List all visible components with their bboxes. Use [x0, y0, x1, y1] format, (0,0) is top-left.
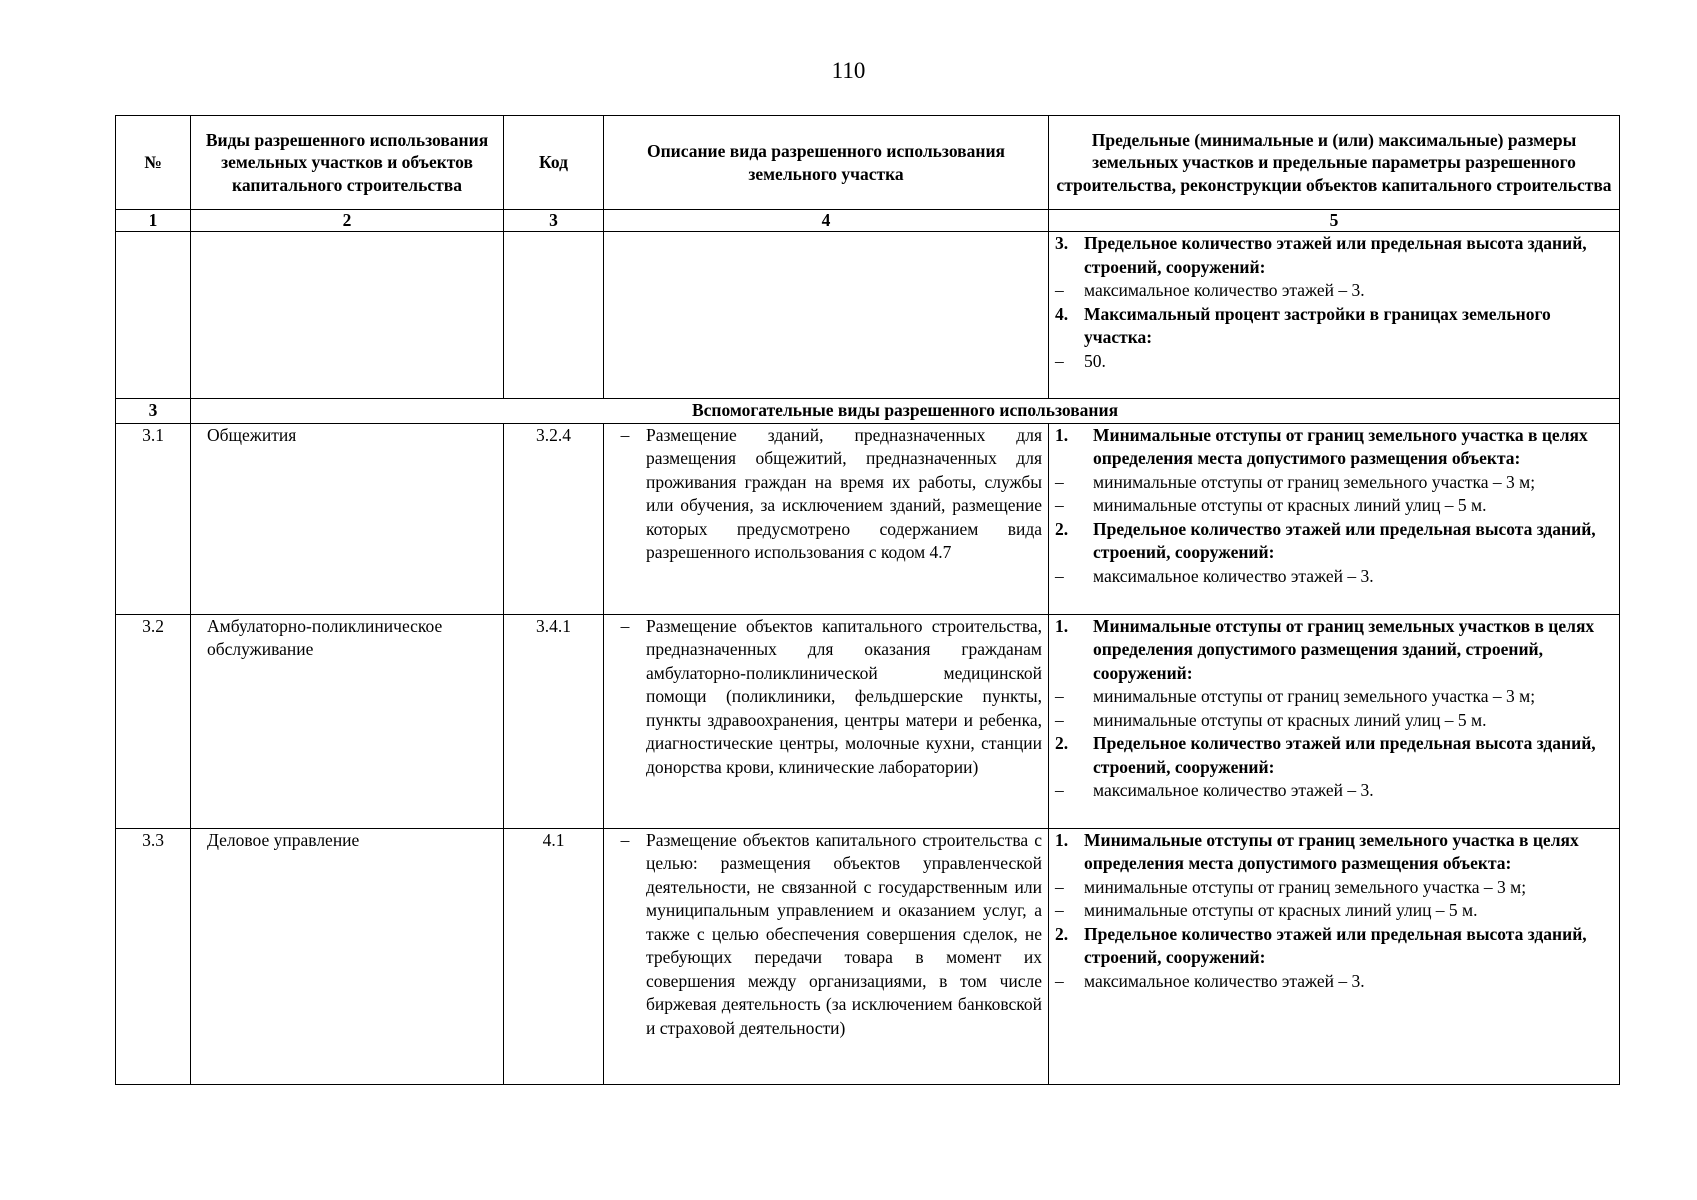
param-item — [1055, 709, 1613, 733]
param-text: минимальные отступы от границ земельного участка – 3 м; — [1093, 471, 1536, 492]
param-text: Минимальные отступы от границ земельных участков в целях определения допустимого размещения зданий, строений, сооружений: — [1093, 615, 1595, 683]
row-use-name: Деловое управление — [191, 828, 504, 1084]
param-text: максимальное количество этажей – 3. — [1093, 780, 1374, 800]
param-heading — [1055, 732, 1613, 779]
params-list — [1055, 829, 1613, 994]
header-code: Код — [504, 116, 604, 210]
param-marker: – — [1055, 565, 1064, 586]
param-text: минимальные отступы от границ земельного участка – 3 м; — [1084, 876, 1527, 897]
table-row — [116, 423, 1620, 614]
header-number: № — [116, 116, 191, 210]
param-marker: – — [1055, 709, 1064, 730]
column-number: 4 — [604, 210, 1049, 232]
param-marker: – — [1055, 471, 1064, 492]
param-text: максимальное количество этажей – 3. — [1084, 280, 1365, 300]
param-heading — [1055, 424, 1613, 471]
row-params — [1049, 614, 1620, 828]
param-marker: – — [1055, 686, 1064, 706]
header-parameters: Предельные (минимальные и (или) максимальные) размеры земельных участков и предельные параметры разрешенного строительства, реконструкции объектов капитального строительства — [1049, 116, 1620, 210]
params-list — [1055, 424, 1613, 589]
column-number: 3 — [504, 210, 604, 232]
page-number: 110 — [831, 58, 866, 83]
param-marker: – — [1055, 495, 1064, 515]
param-text: Максимальный процент застройки в границах земельного участка: — [1084, 303, 1551, 347]
param-item — [1055, 685, 1613, 709]
param-text: минимальные отступы от красных линий улиц – 5 м. — [1084, 900, 1478, 920]
description-text: Размещение зданий, предназначенных для размещения общежитий, предназначенных для проживания граждан на время их работы, службы или обучения, за исключением зданий, размещение которых предусмотрено содержанием вида разрешенного использования с кодом 4.7 — [646, 424, 1042, 562]
param-marker: 4. — [1055, 303, 1069, 324]
table-row — [116, 614, 1620, 828]
param-marker: – — [1055, 900, 1064, 920]
row-code: 4.1 — [504, 828, 604, 1084]
description-text: Размещение объектов капитального строительства с целью: размещения объектов управленческой деятельности, не связанной с государственным или муниципальным управлением и оказанием услуг, а также с целью обеспечения совершения сделок, не требующих передачи товара в момент их совершения между организациями, в том числе биржевая деятельность (за исключением банковской и страховой деятельности) — [646, 829, 1042, 1038]
column-number-row — [116, 210, 1620, 232]
section-row — [116, 399, 1620, 424]
param-text: Предельное количество этажей или предельная высота зданий, строений, сооружений: — [1093, 518, 1596, 562]
param-marker: 1. — [1055, 829, 1069, 850]
row-number: 3.2 — [116, 614, 191, 828]
column-number: 2 — [191, 210, 504, 232]
row-code: 3.2.4 — [504, 423, 604, 614]
header-row — [116, 116, 1620, 210]
row-params — [1049, 828, 1620, 1084]
param-marker: – — [1055, 876, 1064, 897]
row-description — [604, 423, 1049, 614]
row-params — [1049, 423, 1620, 614]
param-item — [1055, 565, 1613, 589]
param-text: Минимальные отступы от границ земельного участка в целях определения места допустимого размещения объекта: — [1084, 829, 1579, 873]
description-dash: – — [620, 424, 630, 445]
param-heading — [1055, 303, 1613, 350]
row-code: 3.4.1 — [504, 614, 604, 828]
param-text: 50. — [1084, 350, 1106, 371]
table-row — [116, 828, 1620, 1084]
param-marker: 1. — [1055, 424, 1069, 445]
param-item — [1055, 279, 1613, 303]
params-list — [1055, 615, 1613, 803]
param-marker: 2. — [1055, 733, 1069, 753]
param-text: максимальное количество этажей – 3. — [1093, 565, 1374, 586]
param-marker: – — [1055, 350, 1064, 371]
param-item — [1055, 350, 1613, 374]
param-text: максимальное количество этажей – 3. — [1084, 970, 1365, 991]
param-text: минимальные отступы от красных линий улиц – 5 м. — [1093, 495, 1487, 515]
param-text: Предельное количество этажей или предельная высота зданий, строений, сооружений: — [1084, 233, 1587, 277]
param-marker: – — [1055, 970, 1064, 991]
land-use-table — [115, 115, 1620, 1085]
description-dash: – — [620, 615, 630, 636]
param-heading — [1055, 232, 1613, 279]
param-marker: 2. — [1055, 518, 1069, 539]
continuation-row — [116, 232, 1620, 399]
header-description: Описание вида разрешенного использования земельного участка — [604, 116, 1049, 210]
row-use-name: Амбулаторно-поликлиническое обслуживание — [191, 614, 504, 828]
param-heading — [1055, 829, 1613, 876]
param-item — [1055, 970, 1613, 994]
row-description — [604, 828, 1049, 1084]
header-use-type: Виды разрешенного использования земельных участков и объектов капитального строительства — [191, 116, 504, 210]
param-heading — [1055, 518, 1613, 565]
column-number: 1 — [116, 210, 191, 232]
row-number: 3.3 — [116, 828, 191, 1084]
param-text: Предельное количество этажей или предельная высота зданий, строений, сооружений: — [1093, 733, 1596, 777]
row-description — [604, 614, 1049, 828]
description-dash: – — [620, 829, 630, 850]
param-text: Минимальные отступы от границ земельного участка в целях определения места допустимого размещения объекта: — [1093, 424, 1588, 468]
param-marker: 3. — [1055, 233, 1069, 253]
param-marker: 2. — [1055, 923, 1069, 944]
param-item — [1055, 494, 1613, 518]
param-item — [1055, 899, 1613, 923]
row-use-name: Общежития — [191, 423, 504, 614]
row-number: 3.1 — [116, 423, 191, 614]
param-text: минимальные отступы от границ земельного участка – 3 м; — [1093, 686, 1536, 706]
section-number: 3 — [116, 399, 191, 424]
continuation-params-list — [1055, 232, 1613, 373]
param-marker: – — [1055, 780, 1064, 800]
param-item — [1055, 471, 1613, 495]
param-heading — [1055, 923, 1613, 970]
param-marker: – — [1055, 280, 1064, 300]
column-number: 5 — [1049, 210, 1620, 232]
param-text: Предельное количество этажей или предельная высота зданий, строений, сооружений: — [1084, 923, 1587, 967]
param-item — [1055, 779, 1613, 803]
param-heading — [1055, 615, 1613, 686]
description-text: Размещение объектов капитального строительства, предназначенных для оказания гражданам амбулаторно-поликлинической медицинской помощи (поликлиники, фельдшерские пункты, пункты здравоохранения, центры матери и ребенка, диагностические центры, молочные кухни, станции донорства крови, клинические лаборатории) — [646, 615, 1042, 777]
param-marker: 1. — [1055, 615, 1069, 636]
continuation-params-cell — [1049, 232, 1620, 399]
section-title: Вспомогательные виды разрешенного использования — [191, 399, 1620, 424]
param-item — [1055, 876, 1613, 900]
param-text: минимальные отступы от красных линий улиц – 5 м. — [1093, 709, 1487, 730]
